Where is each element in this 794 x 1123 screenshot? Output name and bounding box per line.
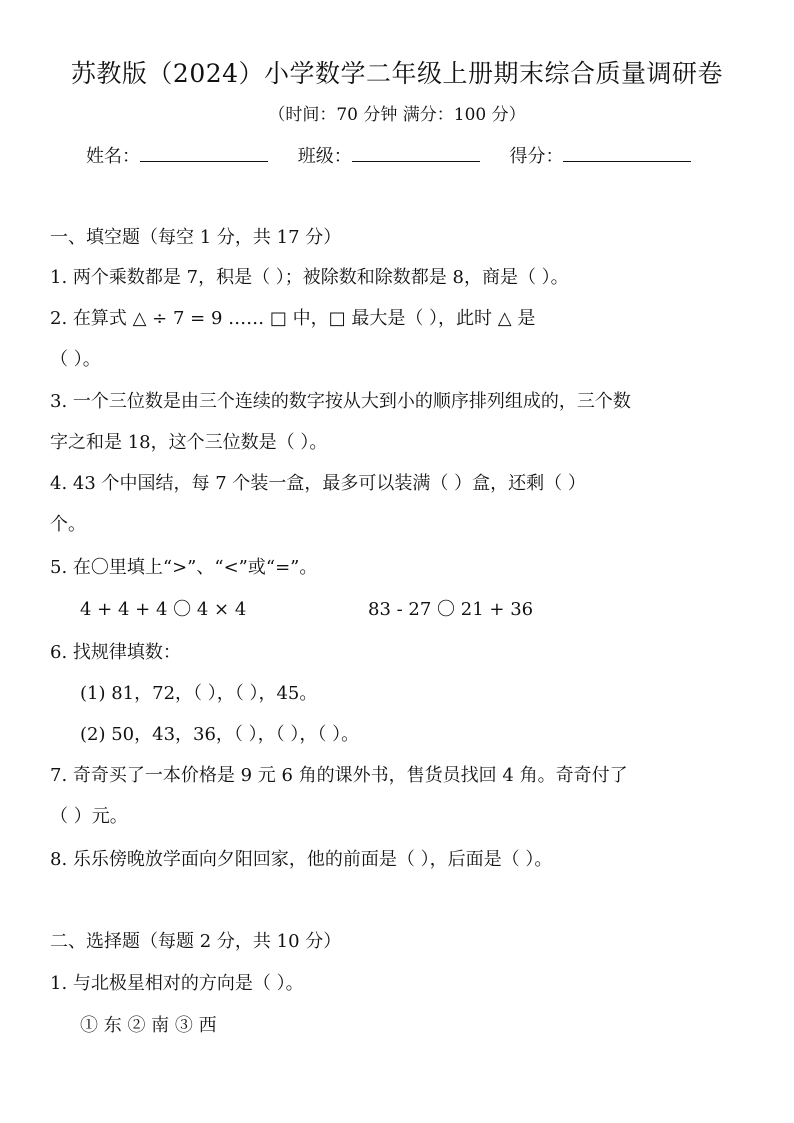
score-label: 得分：	[509, 146, 564, 167]
question-1-8: 8. 乐乐傍晚放学面向夕阳回家，他的前面是（ ），后面是（ ）。	[50, 849, 553, 870]
question-1-5-right-expr: 83 - 27 〇 21 + 36	[368, 599, 534, 620]
section1-heading: 一、填空题（每空 1 分，共 17 分）	[50, 227, 342, 248]
question-1-1: 1. 两个乘数都是 7，积是（ ）；被除数和除数都是 8，商是（ ）。	[50, 267, 569, 288]
class-blank[interactable]	[352, 144, 480, 162]
question-1-6-part1: (1) 81，72，（ ），（ ），45。	[80, 683, 318, 704]
question-1-6-part2: (2) 50，43，36，（ ），（ ），（ ）。	[80, 724, 360, 745]
name-blank[interactable]	[140, 144, 268, 162]
question-1-2-line2: （ ）。	[50, 349, 101, 370]
question-1-7-line2: （ ）元。	[50, 806, 128, 827]
question-1-6: 6. 找规律填数：	[50, 642, 181, 663]
question-1-7-line1: 7. 奇奇买了一本价格是 9 元 6 角的课外书，售货员找回 4 角。奇奇付了	[50, 765, 628, 786]
name-label: 姓名：	[86, 146, 140, 167]
question-2-1: 1. 与北极星相对的方向是（ ）。	[50, 973, 304, 994]
question-2-1-options: ① 东 ② 南 ③ 西	[80, 1015, 217, 1036]
question-1-3-line2: 字之和是 18，这个三位数是（ ）。	[50, 432, 328, 453]
paper-subtitle: （时间：70 分钟 满分：100 分）	[268, 105, 526, 125]
question-1-3-line1: 3. 一个三位数是由三个连续的数字按从大到小的顺序排列组成的，三个数	[50, 391, 631, 412]
score-blank[interactable]	[563, 144, 691, 162]
question-1-5: 5. 在〇里填上“>”、“<”或“=”。	[50, 557, 318, 578]
class-label: 班级：	[297, 146, 352, 167]
question-1-4-line2: 个。	[50, 514, 86, 535]
section2-heading: 二、选择题（每题 2 分，共 10 分）	[50, 931, 342, 952]
question-1-4-line1: 4. 43 个中国结，每 7 个装一盒，最多可以装满（ ）盒，还剩（ ）	[50, 473, 586, 494]
paper-title: 苏教版（2024）小学数学二年级上册期末综合质量调研卷	[70, 59, 724, 88]
question-1-5-left-expr: 4 + 4 + 4 〇 4 × 4	[80, 599, 247, 620]
question-1-2-line1: 2. 在算式 △ ÷ 7 = 9 …… □ 中，□ 最大是（ ），此时 △ 是	[50, 308, 536, 329]
student-info-row	[86, 142, 715, 168]
